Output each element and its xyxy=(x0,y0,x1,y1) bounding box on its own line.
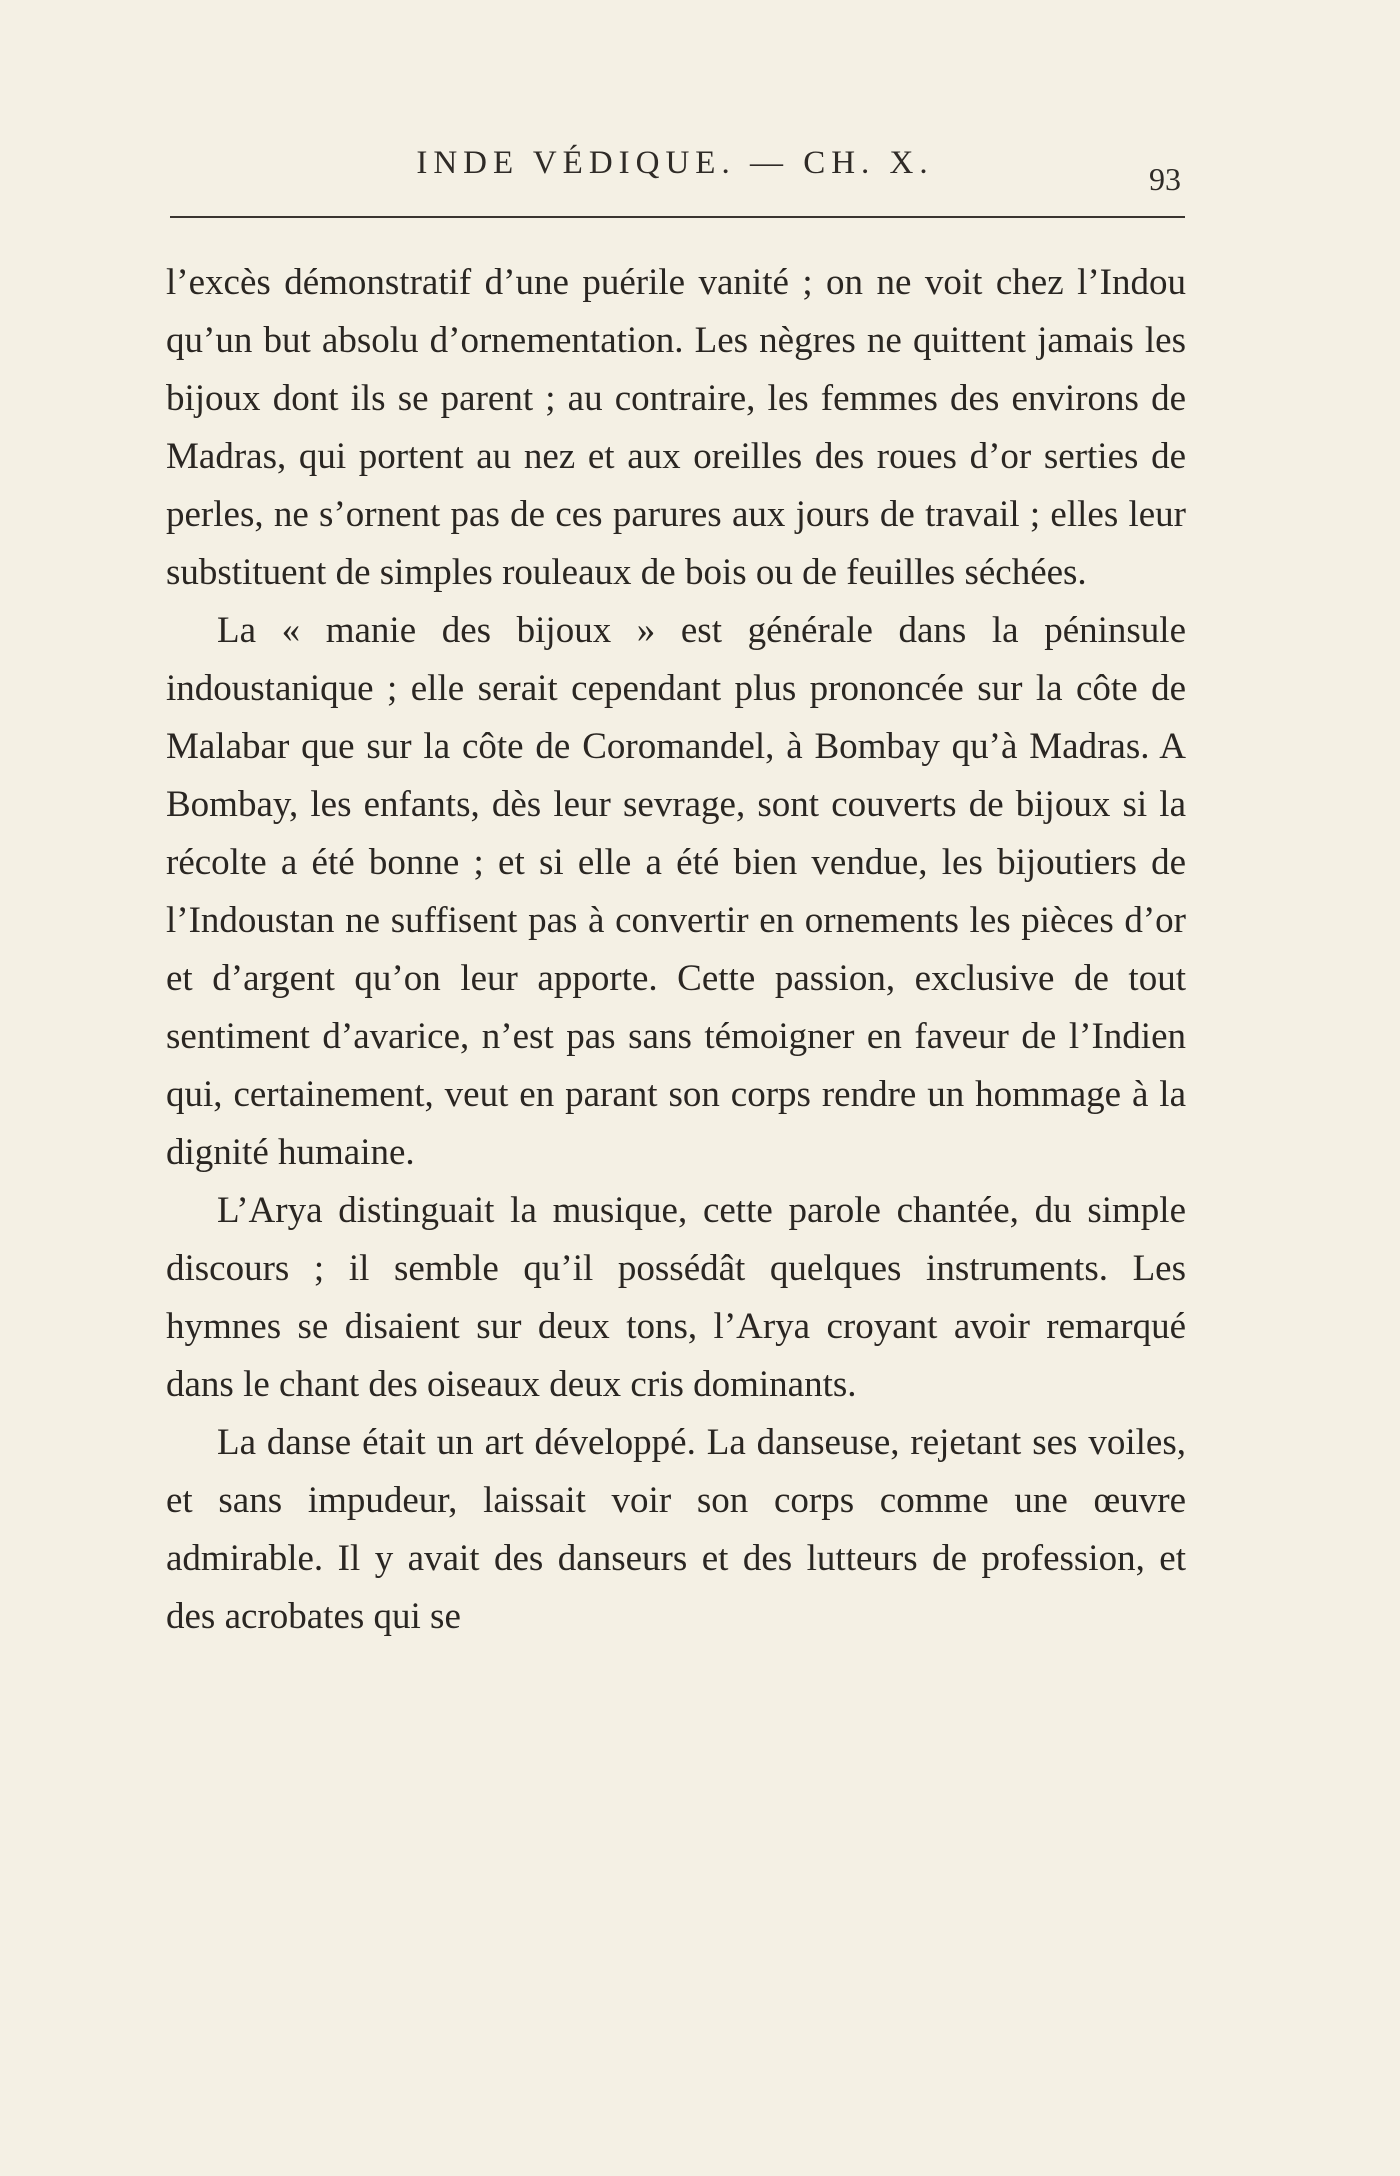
paragraph: La danse était un art développé. La danseuse, rejetant ses voiles, et sans impudeur, laissait voir son corps comme une œuvre admirable. Il y avait des danseurs et des lutteurs de profession, et des acrobates qui se xyxy=(166,1422,1186,1637)
paragraph: L’Arya distinguait la musique, cette parole chantée, du simple discours ; il semble qu’il possédât quelques instruments. Les hymnes se disaient sur deux tons, l’Arya croyant avoir remarqué dans le chant des oiseaux deux cris dominants. xyxy=(166,1190,1186,1405)
header-rule xyxy=(170,216,1185,218)
paragraph: La « manie des bijoux » est générale dans la péninsule indoustanique ; elle serait cependant plus prononcée sur la côte de Malabar que sur la côte de Coromandel, à Bombay qu’à Madras. A Bombay, les enfants, dès leur sevrage, sont couverts de bijoux si la récolte a été bonne ; et si elle a été bien vendue, les bijoutiers de l’Indoustan ne suffisent pas à convertir en ornements les pièces d’or et d’argent qu’on leur apporte. Cette passion, exclusive de tout sentiment d’avarice, n’est pas sans témoigner en faveur de l’Indien qui, certainement, veut en parant son corps rendre un hommage à la dignité humaine. xyxy=(166,610,1186,1173)
page-number: 93 xyxy=(1149,161,1181,197)
paragraph-continuation: l’excès démonstratif d’une puérile vanité ; on ne voit chez l’Indou qu’un but absolu d’ornementation. Les nègres ne quittent jamais les bijoux dont ils se parent ; au contraire, les femmes des environs de Madras, qui portent au nez et aux oreilles des roues d’or serties de perles, ne s’ornent pas de ces parures aux jours de travail ; elles leur substituent de simples rouleaux de bois ou de feuilles séchées. xyxy=(166,262,1186,593)
body-text xyxy=(166,254,1186,1646)
running-head: INDE VÉDIQUE. — CH. X. xyxy=(416,145,934,181)
page-header xyxy=(165,143,1185,195)
